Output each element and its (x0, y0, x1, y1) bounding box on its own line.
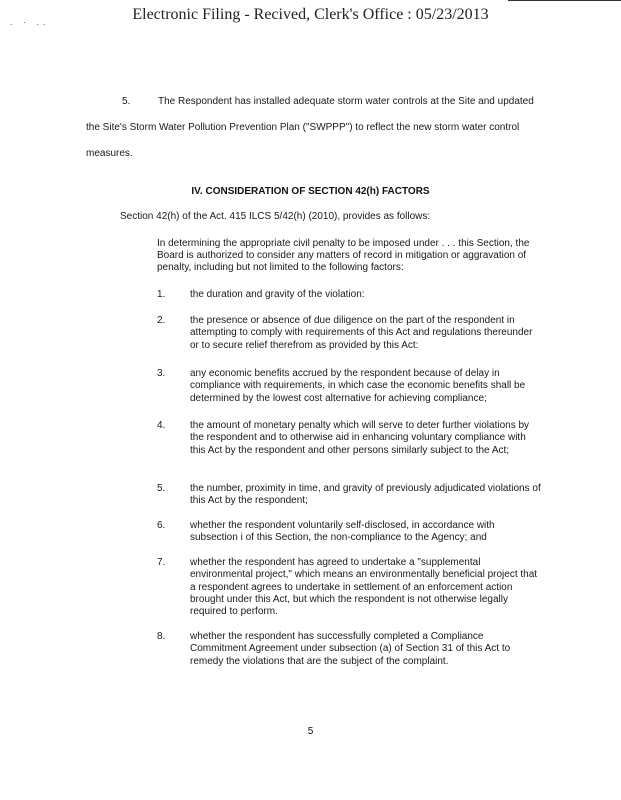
factor-number: 1. (157, 289, 166, 300)
factor-item (157, 315, 542, 352)
factor-number: 8. (157, 631, 166, 642)
section-heading: IV. CONSIDERATION OF SECTION 42(h) FACTORS (191, 186, 430, 197)
scan-specks: . · .. (10, 17, 50, 27)
factor-item (157, 289, 542, 301)
section-intro: Section 42(h) of the Act. 415 ILCS 5/42(h) (2010), provides as follows: (120, 211, 431, 222)
factor-number: 4. (157, 420, 166, 431)
factor-item (157, 483, 542, 508)
factor-text: the number, proximity in time, and gravity of previously adjudicated violations of this Act by the respondent; (190, 483, 541, 507)
factor-number: 7. (157, 557, 166, 568)
factor-number: 5. (157, 483, 166, 494)
paragraph-5-text: The Respondent has installed adequate storm water controls at the Site and updated the Site's Storm Water Pollution Prevention Plan ("SWPPP") to reflect the new storm water control measures. (86, 96, 534, 159)
page-number: 5 (307, 726, 314, 737)
factor-item (157, 631, 542, 668)
paragraph-5 (86, 89, 536, 167)
filing-header: Electronic Filing - Recived, Clerk's Office : 05/23/2013 (132, 6, 489, 23)
factor-text: any economic benefits accrued by the respondent because of delay in compliance with requirements, in which case the economic benefits shall be determined by the lowest cost alternative for achieving compliance; (190, 368, 526, 404)
factor-number: 6. (157, 520, 166, 531)
factor-text: whether the respondent has successfully completed a Compliance Commitment Agreement under subsection (a) of Section 31 of this Act to remedy the violations that are the subject of the complaint. (190, 631, 511, 667)
header-rule (508, 0, 621, 1)
paragraph-5-number: 5. (122, 96, 131, 107)
factor-text: the duration and gravity of the violation: (190, 289, 365, 300)
block-quote: In determining the appropriate civil penalty to be imposed under . . . this Section, the Board is authorized to consider any matters of record in mitigation or aggravation of penalty, including but not limited to the following factors: (157, 238, 530, 273)
factor-item (157, 520, 542, 545)
factor-text: whether the respondent voluntarily self-disclosed, in accordance with subsection i of this Section, the non-compliance to the Agency; and (190, 520, 495, 544)
factor-text: the presence or absence of due diligence on the part of the respondent in attempting to comply with requirements of this Act and regulations thereunder or to secure relief therefrom as provided by this Act: (190, 315, 533, 351)
factor-number: 3. (157, 368, 166, 379)
factor-item (157, 557, 542, 618)
factor-number: 2. (157, 315, 166, 326)
factor-text: whether the respondent has agreed to undertake a "supplemental environmental project," which means an environmentally beneficial project that a respondent agrees to undertake in settlement of an enforcement action brought under this Act, but which the respondent is not otherwise legally required to perform. (190, 557, 538, 618)
factor-item (157, 420, 542, 457)
factor-item (157, 368, 542, 405)
factor-text: the amount of monetary penalty which will serve to deter further violations by the respondent and to otherwise aid in enhancing voluntary compliance with this Act by the respondent and other persons similarly subject to the Act; (190, 420, 530, 456)
